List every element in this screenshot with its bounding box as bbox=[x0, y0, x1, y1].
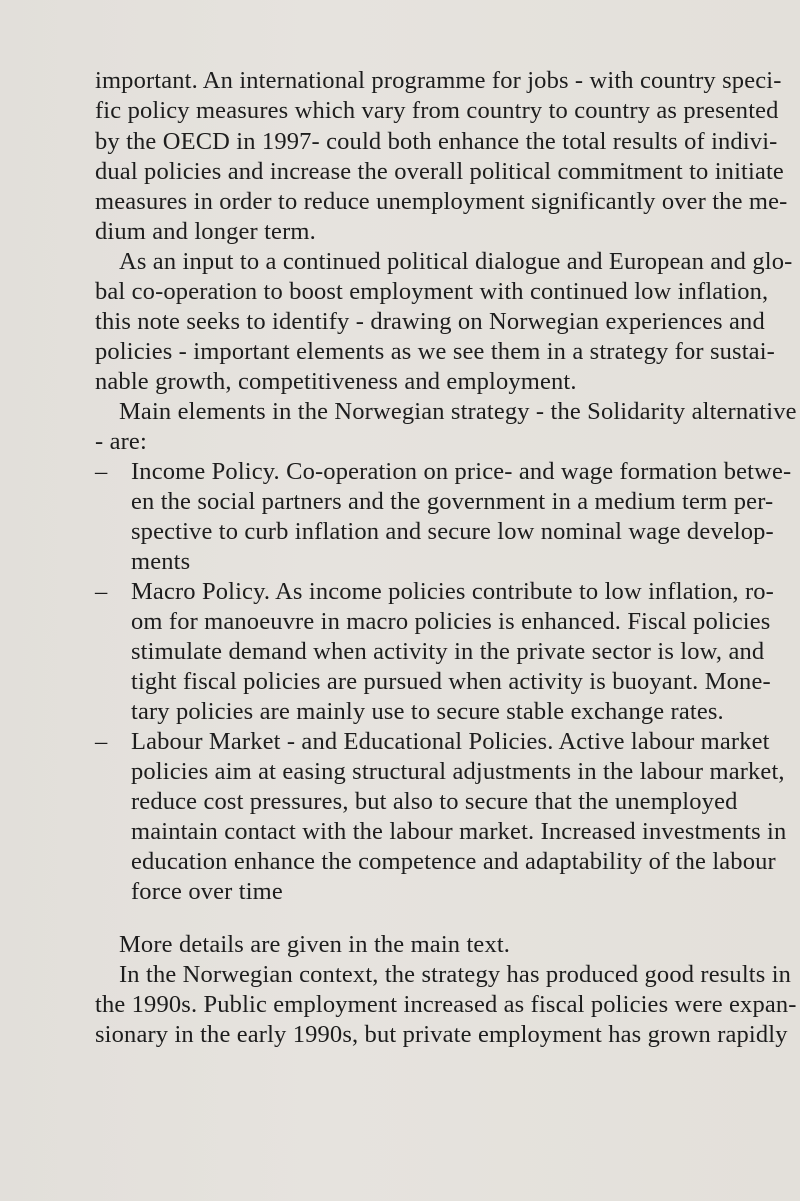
text-line: fic policy measures which vary from country to country as presented bbox=[95, 97, 779, 124]
text-line: stimulate demand when activity in the private sector is low, and bbox=[131, 638, 765, 665]
text-line: bal co-operation to boost employment with continued low inflation, bbox=[95, 278, 769, 305]
bullet-dash: – bbox=[95, 578, 108, 605]
text-line: education enhance the competence and adaptability of the labour bbox=[131, 848, 776, 875]
text-line: Macro Policy. As income policies contribute to low inflation, ro- bbox=[131, 578, 774, 605]
text-line: the 1990s. Public employment increased as fiscal policies were expan- bbox=[95, 991, 797, 1018]
text-line: dium and longer term. bbox=[95, 218, 316, 245]
text-line: As an input to a continued political dialogue and European and glo- bbox=[119, 248, 793, 275]
text-line: measures in order to reduce unemployment significantly over the me- bbox=[95, 188, 788, 215]
text-line: spective to curb inflation and secure low nominal wage develop- bbox=[131, 518, 774, 545]
text-line: en the social partners and the government in a medium term per- bbox=[131, 488, 774, 515]
text-line: Labour Market - and Educational Policies. Active labour market bbox=[131, 728, 770, 755]
text-line: tight fiscal policies are pursued when activity is buoyant. Mone- bbox=[131, 668, 771, 695]
text-line: by the OECD in 1997- could both enhance the total results of indivi- bbox=[95, 128, 778, 155]
text-line: Income Policy. Co-operation on price- and wage formation betwe- bbox=[131, 458, 792, 485]
text-line: this note seeks to identify - drawing on Norwegian experiences and bbox=[95, 308, 765, 335]
text-line: - are: bbox=[95, 428, 147, 455]
text-line: policies - important elements as we see them in a strategy for sustai- bbox=[95, 338, 775, 365]
text-line: In the Norwegian context, the strategy has produced good results in bbox=[119, 961, 792, 988]
text-line: om for manoeuvre in macro policies is enhanced. Fiscal policies bbox=[131, 608, 771, 635]
text-line: sionary in the early 1990s, but private employment has grown rapidly bbox=[95, 1021, 788, 1048]
text-line: important. An international programme for jobs - with country speci- bbox=[95, 67, 782, 94]
text-line: ments bbox=[131, 548, 191, 575]
bullet-dash: – bbox=[95, 458, 108, 485]
text-line: tary policies are mainly use to secure stable exchange rates. bbox=[131, 698, 724, 725]
text-line: More details are given in the main text. bbox=[119, 931, 511, 958]
text-line: maintain contact with the labour market. Increased investments in bbox=[131, 818, 787, 845]
text-line: reduce cost pressures, but also to secure that the unemployed bbox=[131, 788, 738, 815]
text-line: dual policies and increase the overall political commitment to initiate bbox=[95, 158, 784, 185]
bullet-dash: – bbox=[95, 728, 108, 755]
text-line: Main elements in the Norwegian strategy - the Solidarity alternative bbox=[119, 398, 797, 425]
text-line: nable growth, competitiveness and employment. bbox=[95, 368, 577, 395]
text-line: policies aim at easing structural adjustments in the labour market, bbox=[131, 758, 785, 785]
text-line: force over time bbox=[131, 878, 283, 905]
